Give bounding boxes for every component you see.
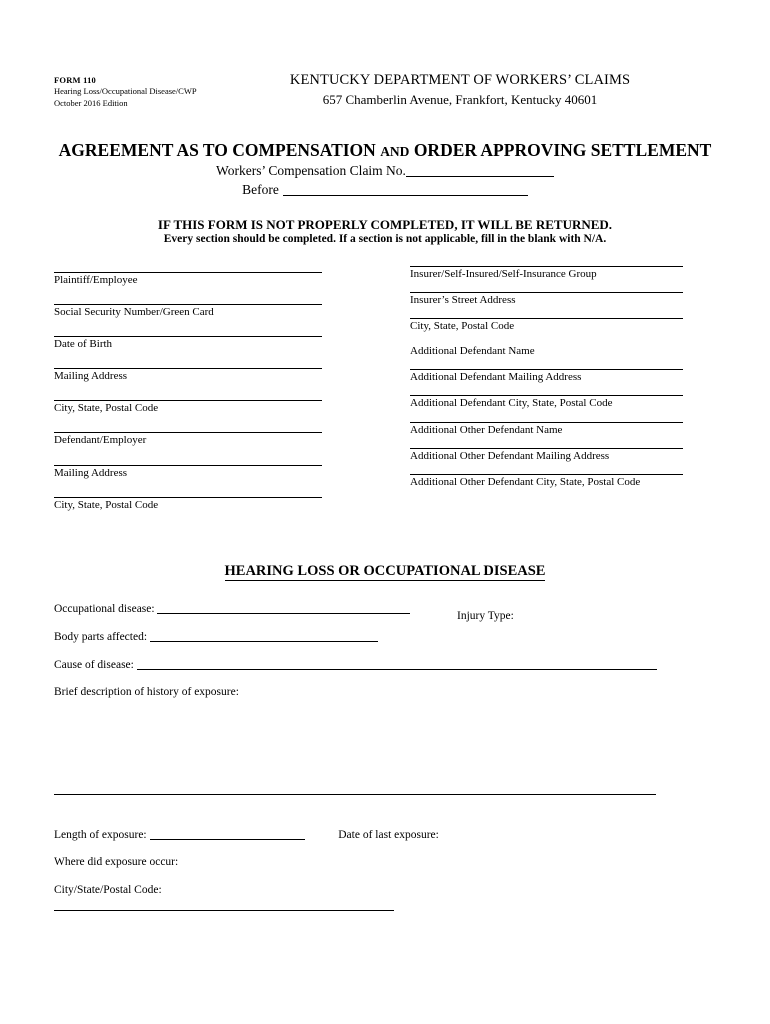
claim-number-line [0,163,770,179]
field-defendant-employer[interactable] [54,432,334,446]
field-mailing-address[interactable] [54,368,334,382]
field-insurer-city-state-postal[interactable] [410,318,685,332]
field-label: Additional Other Defendant Mailing Address [410,449,610,462]
field-label: Additional Other Defendant City, State, Postal Code [410,475,641,488]
field-label: Social Security Number/Green Card [54,306,214,319]
before-line [0,182,770,198]
row-cause-of-disease [54,658,714,686]
field-label: Additional Defendant Name [410,345,535,358]
field-additional-other-defendant-name[interactable] [410,422,685,436]
field-label: Additional Defendant City, State, Postal Code [410,397,613,410]
field-label: Mailing Address [54,370,128,383]
field-city-state-postal[interactable] [54,400,334,414]
field-label: Additional Defendant Mailing Address [410,371,582,384]
field-label: City, State, Postal Code [54,402,159,415]
row-body-parts [54,630,714,658]
cause-of-disease-label: Cause of disease: [54,659,134,671]
cause-of-disease-input[interactable] [137,658,657,670]
form-edition: October 2016 Edition [54,97,128,108]
field-label: Additional Other Defendant Name [410,423,563,436]
length-of-exposure-label: Length of exposure: [54,829,147,841]
claim-number-input[interactable] [406,164,554,177]
length-of-exposure-input[interactable] [150,828,305,840]
field-additional-defendant-city-state-postal[interactable] [410,395,685,409]
history-input-rule[interactable] [54,794,656,795]
occupational-disease-label: Occupational disease: [54,603,155,615]
section-heading-text: HEARING LOSS OR OCCUPATIONAL DISEASE [224,563,546,579]
body-parts-label: Body parts affected: [54,631,148,643]
date-last-exposure-label: Date of last exposure: [338,829,439,841]
claim-number-label: Workers’ Compensation Claim No. [216,163,406,178]
before-label: Before [242,182,279,197]
row-city-state-postal [54,884,714,912]
injury-type-label: Injury Type: [457,610,514,622]
title-part-1: AGREEMENT AS TO COMPENSATION [58,140,381,160]
party-column-right [410,266,685,500]
warning-line-2: Every section should be completed. If a section is not applicable, fill in the blank with N/A. [163,233,607,245]
field-insurer[interactable] [410,266,685,280]
row-history-label [54,686,714,710]
field-defendant-mailing-address[interactable] [54,465,334,479]
row-occupational-disease [54,602,714,630]
department-address: 657 Chamberlin Avenue, Frankfort, Kentucky 40601 [322,92,598,107]
city-state-postal-label: City/State/Postal Code: [54,884,162,896]
field-insurer-street-address[interactable] [410,292,685,306]
occupational-disease-input[interactable] [157,602,410,614]
form-subtitle-1: Hearing Loss/Occupational Disease/CWP [54,86,197,97]
form-number: FORM 110 [54,75,96,85]
row-length-of-exposure [54,828,714,856]
city-state-postal-input-rule[interactable] [54,910,394,911]
field-plaintiff-employee[interactable] [54,272,334,286]
title-and: AND [380,144,410,159]
header-left-block [54,75,234,109]
field-label: Mailing Address [54,466,128,479]
field-label: City, State, Postal Code [54,498,159,511]
body-parts-input[interactable] [150,630,378,642]
field-defendant-city-state-postal[interactable] [54,497,334,511]
row-where-occur [54,856,714,884]
where-occur-label: Where did exposure occur: [54,856,179,868]
warning-line-1: IF THIS FORM IS NOT PROPERLY COMPLETED, IT WILL BE RETURNED. [157,217,613,232]
page-title [0,140,770,161]
lower-form-section [54,602,714,912]
field-label: Plaintiff/Employee [54,274,138,286]
field-label: Defendant/Employer [54,434,147,447]
before-input[interactable] [283,183,528,196]
party-column-left [54,272,334,529]
history-label: Brief description of history of exposure: [54,686,239,698]
field-additional-defendant-name[interactable] [410,344,685,357]
field-label: Insurer’s Street Address [410,294,516,307]
header-center-block [225,72,695,108]
section-heading [0,563,770,580]
field-additional-other-defendant-city-state-postal[interactable] [410,474,685,488]
title-part-2: ORDER APPROVING SETTLEMENT [409,140,712,160]
field-additional-defendant-mailing-address[interactable] [410,369,685,383]
field-label: Insurer/Self-Insured/Self-Insurance Group [410,268,597,280]
department-title: KENTUCKY DEPARTMENT OF WORKERS’ CLAIMS [289,72,631,88]
field-label: City, State, Postal Code [410,320,515,333]
field-date-of-birth[interactable] [54,336,334,350]
field-additional-other-defendant-mailing-address[interactable] [410,448,685,462]
field-ssn-green-card[interactable] [54,304,334,318]
field-label: Date of Birth [54,338,113,351]
